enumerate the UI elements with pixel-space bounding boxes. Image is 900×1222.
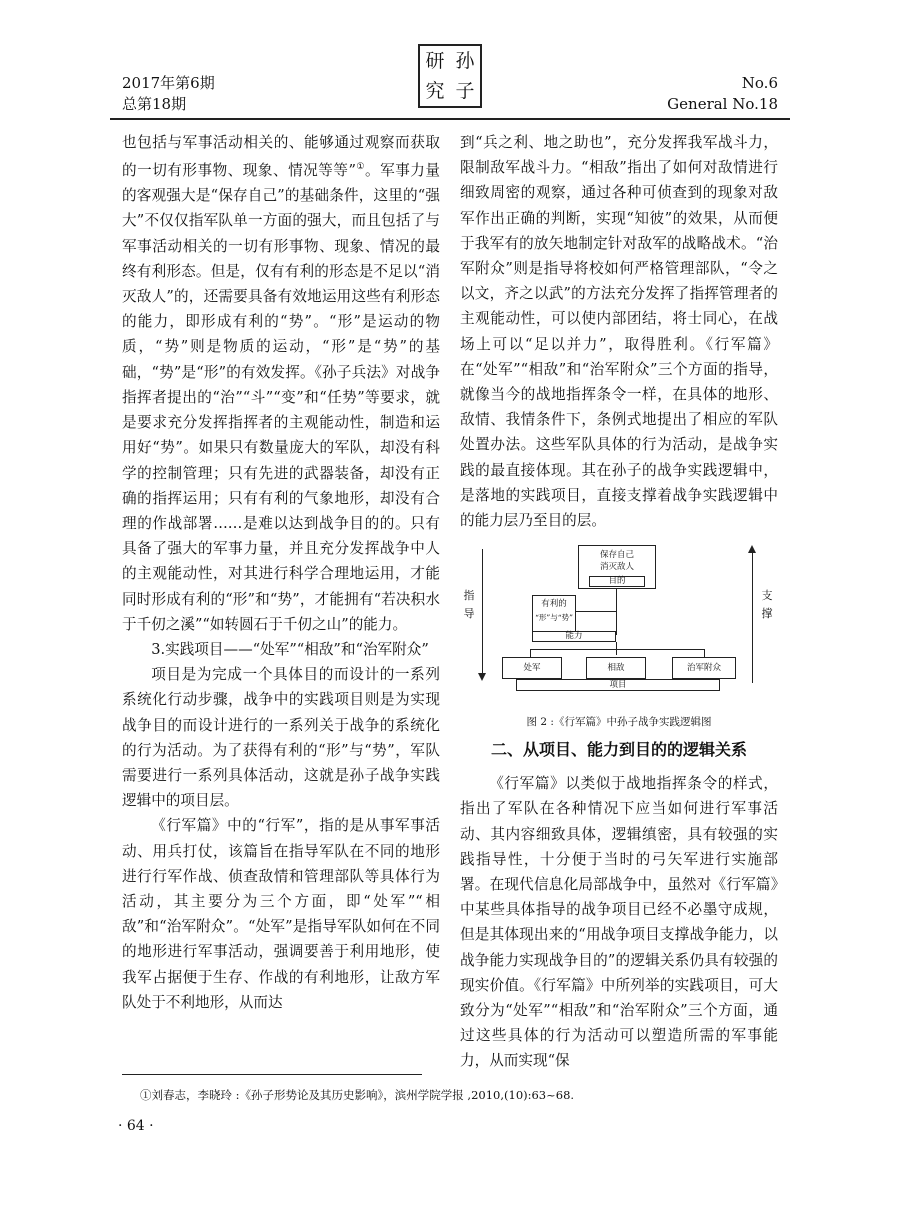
issue-number-en: No.6: [741, 74, 778, 92]
issue-total-cn: 总第18期: [122, 95, 187, 113]
issue-info-cn: [122, 73, 215, 115]
footnote-ref: ①: [355, 162, 365, 173]
capability-tag: 能力: [565, 631, 583, 642]
page-number: · 64 ·: [118, 1118, 154, 1134]
issue-info-en: [667, 73, 778, 115]
logic-diagram: [460, 539, 778, 711]
figure-caption: 图 2 :《行军篇》中孙子战争实践逻辑图: [526, 716, 712, 729]
purpose-line-2: 消灭敌人: [599, 562, 634, 573]
left-paragraph-3: 《行军篇》中的“行军”，指的是从事军事活动、用兵打仗，该篇旨在指导军队在不同的地形进行行军作战、侦查敌情和管理部队等具体行为活动，其主要分为三个方面，即“处军”“相敌”和“治军附众”。“处军”是指导军队如何在不同的地形进行军事活动，强调要善于利用地形，使我军占据便于生存、作战的有利地形，让敌方军队处于不利地形，从而达: [122, 817, 440, 1011]
purpose-line-1: 保存自己: [599, 550, 634, 561]
project-box-2: [586, 657, 646, 679]
support-label: 支撑: [761, 589, 773, 621]
project-box-1: [502, 657, 562, 679]
section-heading-2: 二、从项目、能力到目的的逻辑关系: [490, 740, 747, 760]
left-paragraph-2: 项目是为完成一个具体目的而设计的一系列系统化行动步骤，战争中的实践项目则是为实现战争目的而设计进行的一系列关于战争的系统化的行为活动。为了获得有利的“形”与“势”，军队需要进行一系列具体活动，这就是孙子战争实践逻辑中的项目层。: [122, 666, 440, 810]
guide-label: 指导: [463, 589, 475, 621]
logo-char-3: 究: [425, 79, 445, 102]
project-tag-box: [516, 679, 720, 691]
support-arrow-shaft: [752, 553, 753, 683]
capability-line-1: 有利的: [541, 599, 567, 610]
capability-tag-box: [532, 631, 616, 642]
left-column: [122, 130, 440, 1015]
logo-char-2: 孙: [455, 49, 475, 72]
subsection-heading-3: 3.实践项目——“处军”“相敌”和“治军附众”: [151, 640, 429, 658]
guide-arrow-shaft: [482, 549, 483, 677]
logo-char-4: 子: [455, 79, 475, 102]
project-box-3: [672, 657, 736, 679]
support-arrow-head-icon: [748, 545, 756, 553]
project-tag: 项目: [609, 680, 627, 691]
project-3: 治军附众: [686, 663, 721, 674]
left-para1-text: 也包括与军事活动相关的、能够通过观察而获取的一切有形事物、现象、情况等等”: [122, 134, 440, 180]
project-2: 相敌: [607, 663, 625, 674]
right-column: [460, 130, 778, 1074]
guide-arrow-head-icon: [478, 673, 486, 681]
purpose-tag-box: [589, 576, 645, 587]
issue-total-en: General No.18: [667, 95, 778, 113]
connector-right-drop: [704, 649, 705, 657]
left-paragraph-1: [122, 130, 440, 637]
left-para1-cont: 。军事力量的客观强大是“保存自己”的基础条件，这里的“强大”不仅仅指军队单一方面的强大，而且包括了与军事活动相关的一切有形事物、现象、情况的最终有利形态。但是，仅有有利的形态是不足以“消灭敌人”的，还需要具备有效地运用这些有利形态的能力，即形成有利的“势”。“形”是运动的物质，“势”则是物质的运动，“形”是“势”的基础，“势”是“形”的有效发挥。《孙子兵法》对战争指挥者提出的“治”“斗”“变”和“任势”等要求，就是要求充分发挥指挥者的主观能动性，制造和运用好“势”。如果只有数量庞大的军队，却没有科学的控制管理；只有先进的武器装备，却没有正确的指挥运用；只有有利的气象地形，却没有合理的作战部署……是难以达到战争目的的。只有具备了强大的军事力量，并且充分发挥战争中人的主观能动性，对其进行科学合理地运用，才能同时形成有利的“形”和“势”，才能拥有“若决积水于千仞之溪”“如转圆石于千仞之山”的能力。: [122, 162, 440, 633]
connector-bottom-bar: [530, 649, 704, 650]
purpose-tag: 目的: [608, 576, 626, 587]
purpose-box: [578, 545, 656, 589]
footnote-rule: [122, 1074, 422, 1075]
project-1: 处军: [523, 663, 541, 674]
footnote: ①刘春志，李晓玲 :《孙子形势论及其历史影响》，滨州学院学报 ,2010,(10):63~68.: [140, 1088, 575, 1102]
issue-number-cn: 2017年第6期: [122, 74, 215, 92]
journal-logo: [418, 44, 482, 108]
header-rule: [110, 118, 790, 120]
logo-char-1: 研: [425, 49, 445, 72]
capability-line-2: “形”与“势”: [535, 613, 573, 623]
connector-top-mid: [616, 589, 617, 635]
right-paragraph-1: 到“兵之利、地之助也”，充分发挥我军战斗力，限制敌军战斗力。“相敌”指出了如何对敌情进行细致周密的观察，通过各种可侦查到的现象对敌军作出正确的判断，实现“知彼”的效果，从而便于我军有的放矢地制定针对敌军的战略战术。“治军附众”则是指导将校如何严格管理部队，“令之以文，齐之以武”的方法充分发挥了指挥管理者的主观能动性，可以使内部团结，将士同心，在战场上可以“足以并力”，取得胜利。《行军篇》在“处军”“相敌”和“治军附众”三个方面的指导，就像当今的战地指挥条令一样，在具体的地形、敌情、我情条件下，条例式地提出了相应的军队处置办法。这些军队具体的行为活动，是战争实践的最直接体现。其在孙子的战争实践逻辑中，是落地的实践项目，直接支撑着战争实践逻辑中的能力层乃至目的层。: [460, 134, 778, 530]
right-paragraph-2: 《行军篇》以类似于战地指挥条令的样式，指出了军队在各种情况下应当如何进行军事活动、其内容细致具体，逻辑缜密，具有较强的实践指导性，十分便于当时的弓矢军进行实施部署。在现代信息化局部战争中，虽然对《行军篇》中某些具体指导的战争项目已经不必墨守成规，但是其体现出来的“用战争项目支撑战争能力，以战争能力实现战争目的”的逻辑关系仍具有较强的现实价值。《行军篇》中所列举的实践项目，可大致分为“处军”“相敌”和“治军附众”三个方面，通过这些具体的行为活动可以塑造所需的军事能力，从而实现“保: [460, 775, 778, 1070]
connector-left-drop: [530, 649, 531, 657]
